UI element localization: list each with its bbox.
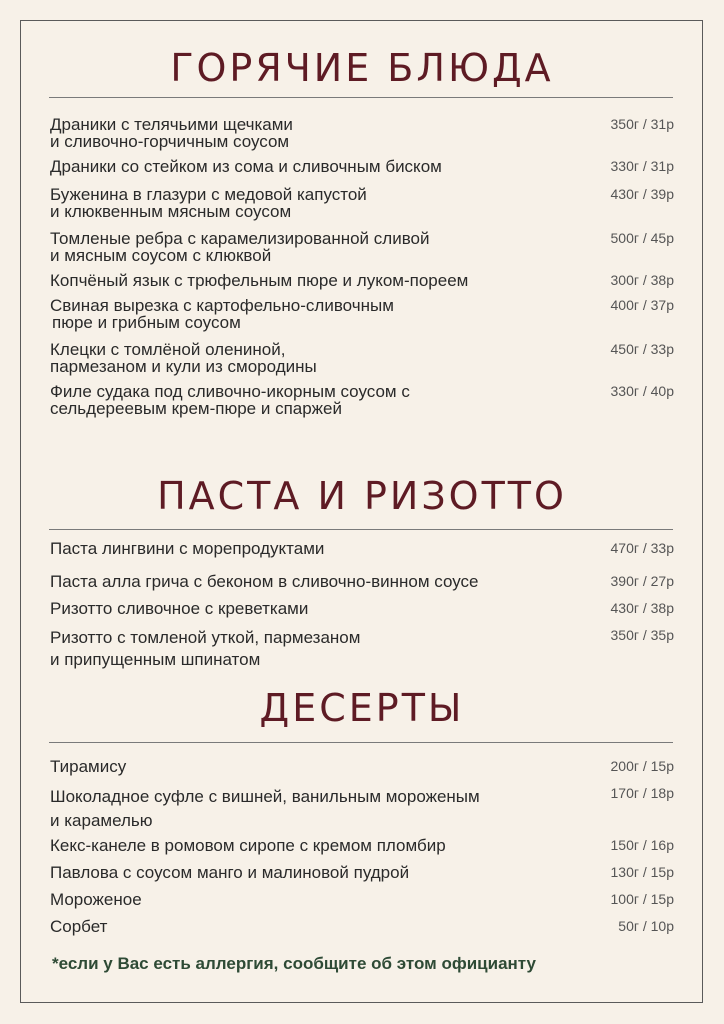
menu-item-price: 100г / 15р <box>610 891 674 907</box>
menu-item-name: Сорбет <box>50 917 108 936</box>
menu-item <box>50 891 674 908</box>
menu-item <box>50 573 674 590</box>
menu-item-name: Паста лингвини с морепродуктами <box>50 539 325 558</box>
section-divider <box>49 742 673 743</box>
menu-item <box>50 116 674 150</box>
menu-item <box>50 158 674 175</box>
menu-item-price: 170г / 18р <box>610 785 674 801</box>
menu-item-price: 430г / 38р <box>610 600 674 616</box>
section-title-hot-dishes: ГОРЯЧИЕ БЛЮДА <box>170 46 554 90</box>
section-title-desserts: ДЕСЕРТЫ <box>259 686 465 730</box>
menu-item-name: Драники со стейком из сома и сливочным биском <box>50 157 442 176</box>
menu-item-name: Шоколадное суфле с вишней, ванильным мороженым и карамелью <box>50 787 480 830</box>
menu-item-price: 400г / 37р <box>610 297 674 313</box>
menu-item-price: 330г / 40р <box>610 383 674 399</box>
menu-item-price: 350г / 31р <box>610 116 674 132</box>
menu-item-name: Филе судака под сливочно-икорным соусом с сельдереевым крем-пюре и спаржей <box>50 382 410 418</box>
menu-item-name: Ризотто с томленой уткой, пармезаном и припущенным шпинатом <box>50 628 361 669</box>
allergy-note: *если у Вас есть аллергия, сообщите об этом официанту <box>52 954 537 973</box>
menu-item-price: 200г / 15р <box>610 758 674 774</box>
menu-item-price: 330г / 31р <box>610 158 674 174</box>
menu-item-name: Кекс-канеле в ромовом сиропе с кремом пломбир <box>50 836 446 855</box>
menu-item-price: 150г / 16р <box>610 837 674 853</box>
menu-item-name: Буженина в глазури с медовой капустой и клюквенным мясным соусом <box>50 185 367 221</box>
menu-item-name: Драники с телячьими щечками и сливочно-горчичным соусом <box>50 115 293 151</box>
menu-item-price: 300г / 38р <box>610 272 674 288</box>
menu-item <box>50 186 674 220</box>
section-divider <box>49 97 673 98</box>
menu-item <box>50 918 674 935</box>
menu-item <box>50 297 674 331</box>
menu-item-price: 50г / 10р <box>618 918 674 934</box>
menu-item-price: 130г / 15р <box>610 864 674 880</box>
menu-item <box>50 627 674 671</box>
menu-item <box>50 383 674 417</box>
menu-item-name: Ризотто сливочное с креветками <box>50 599 309 618</box>
menu-item-name: Тирамису <box>50 757 127 776</box>
menu-item <box>50 341 674 375</box>
menu-item <box>50 272 674 289</box>
menu-item-name: Свиная вырезка с картофельно-сливочным пюре и грибным соусом <box>50 296 394 332</box>
menu-item-price: 390г / 27р <box>610 573 674 589</box>
menu-item <box>50 230 674 264</box>
menu-item-price: 350г / 35р <box>610 627 674 643</box>
menu-item-name: Павлова с соусом манго и малиновой пудрой <box>50 863 410 882</box>
menu-item-name: Паста алла грича с беконом в сливочно-винном соусе <box>50 572 479 591</box>
menu-item <box>50 600 674 617</box>
menu-item-name: Мороженое <box>50 890 142 909</box>
menu-item <box>50 785 674 833</box>
menu-item <box>50 540 674 557</box>
menu-item-name: Клецки с томлёной олениной, пармезаном и кули из смородины <box>50 340 317 376</box>
menu-item-price: 470г / 33р <box>610 540 674 556</box>
menu-item <box>50 864 674 881</box>
menu-item <box>50 758 674 775</box>
menu-item-name: Томленые ребра с карамелизированной сливой и мясным соусом с клюквой <box>50 229 430 265</box>
menu-item-name: Копчёный язык с трюфельным пюре и луком-пореем <box>50 271 469 290</box>
menu-item-price: 500г / 45р <box>610 230 674 246</box>
section-title-pasta-risotto: ПАСТА И РИЗОТТО <box>157 474 567 518</box>
menu-item <box>50 837 674 854</box>
menu-item-price: 430г / 39р <box>610 186 674 202</box>
menu-item-price: 450г / 33р <box>610 341 674 357</box>
section-divider <box>49 529 673 530</box>
